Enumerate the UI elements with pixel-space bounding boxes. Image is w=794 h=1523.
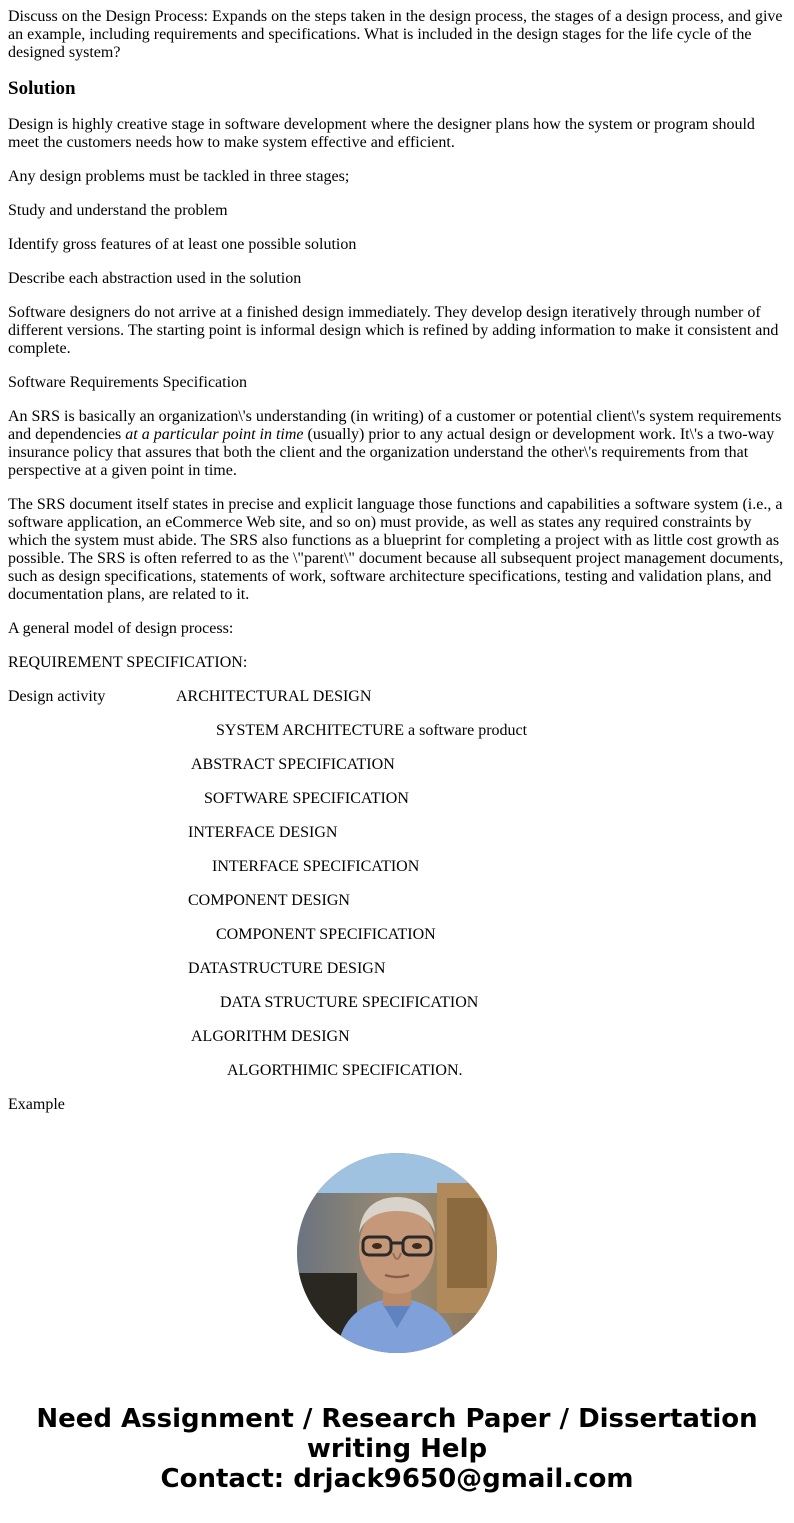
stage-one: Study and understand the problem: [8, 202, 228, 219]
model-line-architectural: [8, 688, 786, 706]
algorithmic-specification: ALGORTHIMIC SPECIFICATION.: [227, 1062, 463, 1079]
paragraph-srs-definition: [8, 408, 786, 480]
paragraph-design-intro: Design is highly creative stage in software development where the designer plans how the system or program should meet the customers needs how to make system effective and efficient.: [8, 116, 755, 151]
srs-definition-part2: (usually) prior to any actual design or development work. It\'s a two-way insurance policy that assures that both the client and the organization understand the other\'s requirements from that perspective at a given point in time.: [8, 426, 775, 479]
requirement-specification-label: REQUIREMENT SPECIFICATION:: [8, 654, 248, 671]
software-specification: SOFTWARE SPECIFICATION: [204, 790, 409, 807]
interface-specification: INTERFACE SPECIFICATION: [212, 858, 420, 875]
model-line-abstract-spec: [8, 756, 786, 774]
model-line-data-structure-spec: [8, 994, 786, 1012]
paragraph-three-stages: Any design problems must be tackled in three stages;: [8, 168, 350, 185]
architectural-design: ARCHITECTURAL DESIGN: [176, 688, 372, 705]
datastructure-design: DATASTRUCTURE DESIGN: [188, 960, 386, 977]
interface-design: INTERFACE DESIGN: [188, 824, 338, 841]
model-line-component-design: [8, 892, 786, 910]
example-label: Example: [8, 1096, 65, 1113]
document-body: [8, 8, 786, 1130]
model-line-algorithmic-spec: [8, 1062, 786, 1080]
author-portrait-image: [297, 1153, 497, 1353]
question-text: Discuss on the Design Process: Expands on the steps taken in the design process, the stages of a design process, and give an example, including requirements and specifications. What is included in the design stages for the life cycle of the designed system?: [8, 8, 783, 61]
model-line-algorithm-design: [8, 1028, 786, 1046]
algorithm-design: ALGORITHM DESIGN: [191, 1028, 350, 1045]
abstract-specification: ABSTRACT SPECIFICATION: [191, 756, 395, 773]
system-architecture: SYSTEM ARCHITECTURE a software product: [216, 722, 528, 739]
srs-definition-emphasis: at a particular point in time: [125, 426, 304, 443]
solution-heading: Solution: [8, 78, 76, 99]
design-activity-label: Design activity: [8, 688, 106, 705]
paragraph-iterative-design: Software designers do not arrive at a finished design immediately. They develop design iteratively through number of different versions. The starting point is informal design which is refined by adding information to make it consistent and complete.: [8, 304, 779, 357]
srs-heading: Software Requirements Specification: [8, 374, 248, 391]
model-line-component-spec: [8, 926, 786, 944]
model-line-system-architecture: [8, 722, 786, 740]
model-line-software-spec: [8, 790, 786, 808]
author-avatar: [297, 1153, 497, 1353]
footer-line-1: Need Assignment / Research Paper / Dissertation: [36, 1404, 758, 1434]
stage-three: Describe each abstraction used in the solution: [8, 270, 302, 287]
model-line-interface-design: [8, 824, 786, 842]
model-line-interface-spec: [8, 858, 786, 876]
model-line-datastructure-design: [8, 960, 786, 978]
paragraph-srs-document: The SRS document itself states in precise and explicit language those functions and capabilities a software system (i.e., a software application, an eCommerce Web site, and so on) must provide, as well as states any required constraints by which the system must abide. The SRS also functions as a blueprint for completing a project with as little cost growth as possible. The SRS is often referred to as the \"parent\" document because all subsequent project management documents, such as design specifications, statements of work, software architecture specifications, testing and validation plans, and documentation plans, are related to it.: [8, 496, 784, 603]
stage-two: Identify gross features of at least one possible solution: [8, 236, 357, 253]
footer-line-2: writing Help: [306, 1434, 488, 1464]
footer-contact: Contact: drjack9650@gmail.com: [160, 1464, 634, 1494]
footer-promo: [0, 1404, 794, 1494]
component-specification: COMPONENT SPECIFICATION: [216, 926, 436, 943]
srs-definition-part1: An SRS is basically an organization\'s understanding (in writing) of a customer or potential client\'s system requirements and dependencies: [8, 408, 782, 443]
component-design: COMPONENT DESIGN: [188, 892, 350, 909]
general-model-label: A general model of design process:: [8, 620, 234, 637]
data-structure-specification: DATA STRUCTURE SPECIFICATION: [220, 994, 479, 1011]
